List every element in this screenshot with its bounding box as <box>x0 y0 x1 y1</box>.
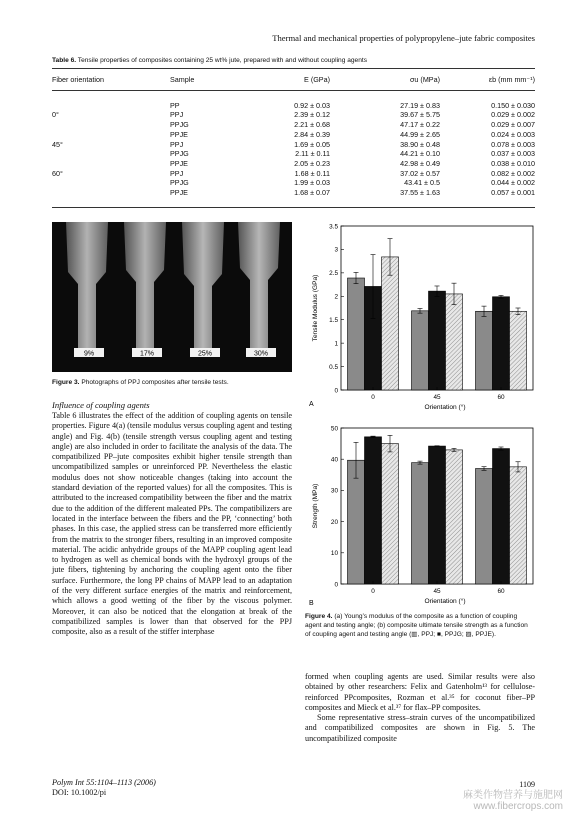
y-tick-label: 0 <box>334 387 338 395</box>
y-tick-label: 3 <box>334 246 338 254</box>
cell-modulus: 1.68 ± 0.07 <box>294 188 330 198</box>
cell-sample: PPJ <box>170 139 184 149</box>
cell-elongation: 0.024 ± 0.003 <box>491 129 535 139</box>
y-axis-label: Strength (MPa) <box>312 483 319 529</box>
cell-orientation <box>52 120 170 130</box>
table-row <box>52 149 535 159</box>
y-tick-label: 0 <box>334 581 338 589</box>
x-tick-label: 45 <box>433 588 441 595</box>
figure3-caption <box>52 379 229 386</box>
cell-modulus: 2.84 ± 0.39 <box>294 129 330 139</box>
cell-sample: PPJG <box>170 120 189 130</box>
bar-ppje <box>510 311 527 390</box>
y-axis-label: Tensile Modulus (GPa) <box>312 274 319 342</box>
table-row <box>52 110 535 120</box>
photo-label-1: 9% <box>83 350 95 358</box>
cell-orientation: 60° <box>52 168 63 178</box>
table-caption <box>52 57 367 64</box>
table-top-rule <box>52 68 535 69</box>
bar-ppje <box>510 467 527 584</box>
cell-modulus: 2.05 ± 0.23 <box>294 158 330 168</box>
bar-ppje <box>446 294 463 390</box>
cell-strength: 37.55 ± 1.63 <box>400 188 440 198</box>
footer <box>52 778 156 798</box>
table-row <box>52 101 535 111</box>
x-tick-label: 45 <box>433 394 441 401</box>
right-column-text <box>305 672 535 744</box>
left-column-text <box>52 411 292 638</box>
cell-orientation <box>52 159 170 169</box>
page-number: 1109 <box>519 780 535 789</box>
cell-modulus: 1.69 ± 0.05 <box>294 139 330 149</box>
table-caption-text: Tensile properties of composites containing 25 wt% jute, prepared with and without coupling agents <box>77 57 367 64</box>
cell-orientation <box>52 178 170 188</box>
cell-sample: PPJG <box>170 178 189 188</box>
table-row <box>52 188 535 198</box>
cell-strength: 27.19 ± 0.83 <box>400 100 440 110</box>
cell-elongation: 0.082 ± 0.002 <box>491 168 535 178</box>
bar-ppj <box>348 460 365 584</box>
cell-elongation: 0.078 ± 0.003 <box>491 139 535 149</box>
bar-ppj <box>476 311 493 390</box>
figure4-caption <box>305 613 535 639</box>
x-axis-label: Orientation (°) <box>424 404 466 411</box>
bar-ppjg <box>429 446 446 584</box>
cell-modulus: 2.11 ± 0.11 <box>295 149 330 159</box>
cell-sample: PPJE <box>170 158 188 168</box>
running-title: Thermal and mechanical properties of polypropylene–jute fabric composites <box>272 33 535 43</box>
table-row <box>52 140 535 150</box>
y-tick-label: 20 <box>330 518 338 526</box>
cell-orientation <box>52 149 170 159</box>
table-row <box>52 169 535 179</box>
table-body <box>52 91 535 208</box>
table-caption-label: Table 6. <box>52 57 77 64</box>
footer-doi: DOI: 10.1002/pi <box>52 788 107 797</box>
cell-strength: 42.98 ± 0.49 <box>400 158 440 168</box>
cell-orientation: 0° <box>52 110 59 120</box>
watermark-line-2: www.fibercrops.com <box>473 801 563 812</box>
cell-modulus: 2.21 ± 0.68 <box>294 120 330 130</box>
figure4-charts <box>305 218 537 618</box>
cell-orientation <box>52 188 170 198</box>
figure4-caption-label: Figure 4. <box>305 613 333 620</box>
bar-ppje <box>382 257 399 390</box>
cell-strength: 37.02 ± 0.57 <box>400 168 440 178</box>
figure3-caption-label: Figure 3. <box>52 379 80 386</box>
properties-table <box>52 70 535 208</box>
header-sample: Sample <box>170 74 195 84</box>
y-tick-label: 2.5 <box>329 270 338 278</box>
section-heading: Influence of coupling agents <box>52 400 150 410</box>
y-tick-label: 2 <box>334 293 338 301</box>
y-tick-label: 1 <box>334 340 338 348</box>
cell-orientation <box>52 101 170 111</box>
bar-ppj <box>348 278 365 390</box>
table-row <box>52 120 535 130</box>
bar-ppje <box>446 450 463 584</box>
watermark <box>463 790 563 812</box>
cell-elongation: 0.038 ± 0.010 <box>491 158 535 168</box>
header-strength: σu (MPa) <box>410 74 440 84</box>
cell-elongation: 0.029 ± 0.002 <box>491 110 535 120</box>
table-row <box>52 130 535 140</box>
cell-strength: 38.90 ± 0.48 <box>400 139 440 149</box>
table-row <box>52 159 535 169</box>
cell-strength: 44.99 ± 2.65 <box>400 129 440 139</box>
x-tick-label: 0 <box>371 588 375 595</box>
x-tick-label: 60 <box>497 588 505 595</box>
bar-ppj <box>412 311 429 390</box>
y-tick-label: 50 <box>330 425 338 433</box>
panel-a-letter: A <box>309 401 314 408</box>
cell-sample: PPJE <box>170 188 188 198</box>
header-elongation: εb (mm mm⁻¹) <box>488 74 535 84</box>
y-tick-label: 10 <box>330 550 338 558</box>
table-header-row <box>52 70 535 91</box>
bar-ppjg <box>365 437 382 584</box>
figure4-caption-text: (a) Young’s modulus of the composite as a function of coupling agent and testing angle; (b) composite ultimate tensile strength as a function of coupling agent and testing angle (▥, PPJ; ■, PPJG; ▨, PPJE). <box>305 613 528 638</box>
cell-strength: 43.41 ± 0.5 <box>404 178 440 188</box>
cell-strength: 47.17 ± 0.22 <box>400 120 440 130</box>
cell-sample: PPJG <box>170 149 189 159</box>
chart-tensile-modulus <box>312 223 533 411</box>
cell-elongation: 0.044 ± 0.002 <box>491 178 535 188</box>
cell-orientation: 45° <box>52 139 63 149</box>
x-axis-label: Orientation (°) <box>424 598 466 605</box>
cell-modulus: 0.92 ± 0.03 <box>294 100 330 110</box>
header-orientation: Fiber orientation <box>52 74 104 84</box>
cell-sample: PP <box>170 100 180 110</box>
cell-modulus: 1.99 ± 0.03 <box>294 178 330 188</box>
bar-ppj <box>412 463 429 584</box>
cell-strength: 44.21 ± 0.10 <box>400 149 440 159</box>
x-tick-label: 60 <box>497 394 505 401</box>
figure3-photo <box>52 222 292 372</box>
cell-orientation <box>52 130 170 140</box>
table-bottom-rule <box>52 198 535 208</box>
bar-ppje <box>382 444 399 584</box>
cell-sample: PPJ <box>170 168 184 178</box>
cell-elongation: 0.150 ± 0.030 <box>491 100 535 110</box>
y-tick-label: 1.5 <box>329 317 338 325</box>
y-tick-label: 40 <box>330 456 338 464</box>
cell-elongation: 0.029 ± 0.007 <box>491 120 535 130</box>
table-row <box>52 178 535 188</box>
left-paragraph-1: Table 6 illustrates the effect of the addition of coupling agents on tensile properties. Figure 4(a) (tensile modulus versus coupling agent and testing angle) and Fig. 4(b) (tensile strength versus coupling agent and testing angle) are also included in order to facilitate the analysis of the data. The compatibilized PP–jute composites exhibit higher tensile strength than uncompatibilized samples or unreinforced PP. Nevertheless the elastic modulus does not show noticeable changes (taking into account the standard deviation of the reported values) for all the composites. This is attributed to the increased compatibility between the fiber and the matrix due to the addition of the different maleated PPs. The compatibilizers are located in the interface between the fibers and the PP, ‘connecting’ both phases. In this case, the applied stress can be transferred more efficiently from the matrix to the stronger fibers, resulting in an improved composite material. The acidic anhydride groups of the MAPP coupling agent lead to hydrogen as well as chemical bonds with the hydroxyl groups of the jute fibers, tightening by anchoring the coupling agent onto the fiber surface. Furthermore, the long PP chains of MAPP lead to an adaptation of the very different surface energies of the matrix and reinforcement, which allows a good wetting of the fiber by the viscous polymer. Moreover, it can also be noticed that the elongation at break of the compatibilized samples is lower than that observed for the PPJ composite, also as a result of the stiffer interphase <box>52 411 292 637</box>
photo-label-4: 30% <box>253 350 269 358</box>
footer-journal: Polym Int 55:1104–1113 (2006) <box>52 778 156 787</box>
chart-strength <box>312 425 533 605</box>
x-tick-label: 0 <box>371 394 375 401</box>
photo-label-3: 25% <box>197 350 213 358</box>
y-tick-label: 30 <box>330 487 338 495</box>
panel-b-letter: B <box>309 600 314 607</box>
specimen-photo-drawing <box>52 222 292 372</box>
cell-modulus: 2.39 ± 0.12 <box>294 110 330 120</box>
table-header-rule <box>52 91 535 101</box>
right-paragraph-1: formed when coupling agents are used. Similar results were also obtained by other researchers: Felix and Gatenholm¹³ for cellulose-reinforced PPcomposites, Rozman et al.³⁵ for coconut fiber–PP composites and Mieck et al.³⁷ for flax–PP composites. <box>305 672 535 712</box>
bar-ppjg <box>493 449 510 584</box>
right-paragraph-2: Some representative stress–strain curves of the uncompatibilized and compatibilized composites are shown in Fig. 5. The uncompatibilized composite <box>305 713 535 743</box>
y-tick-label: 0.5 <box>329 363 338 371</box>
cell-elongation: 0.057 ± 0.001 <box>491 188 535 198</box>
y-tick-label: 3.5 <box>329 223 338 231</box>
photo-label-2: 17% <box>139 350 155 358</box>
cell-elongation: 0.037 ± 0.003 <box>491 149 535 159</box>
cell-strength: 39.67 ± 5.75 <box>400 110 440 120</box>
header-modulus: E (GPa) <box>304 74 330 84</box>
watermark-line-1: 麻类作物营养与施肥网 <box>463 790 563 801</box>
cell-sample: PPJ <box>170 110 184 120</box>
cell-sample: PPJE <box>170 129 188 139</box>
figure3-caption-text: Photographs of PPJ composites after tensile tests. <box>81 379 229 386</box>
bar-ppjg <box>429 291 446 390</box>
cell-modulus: 1.68 ± 0.11 <box>294 168 330 178</box>
bar-ppjg <box>493 297 510 390</box>
bar-ppj <box>476 468 493 584</box>
